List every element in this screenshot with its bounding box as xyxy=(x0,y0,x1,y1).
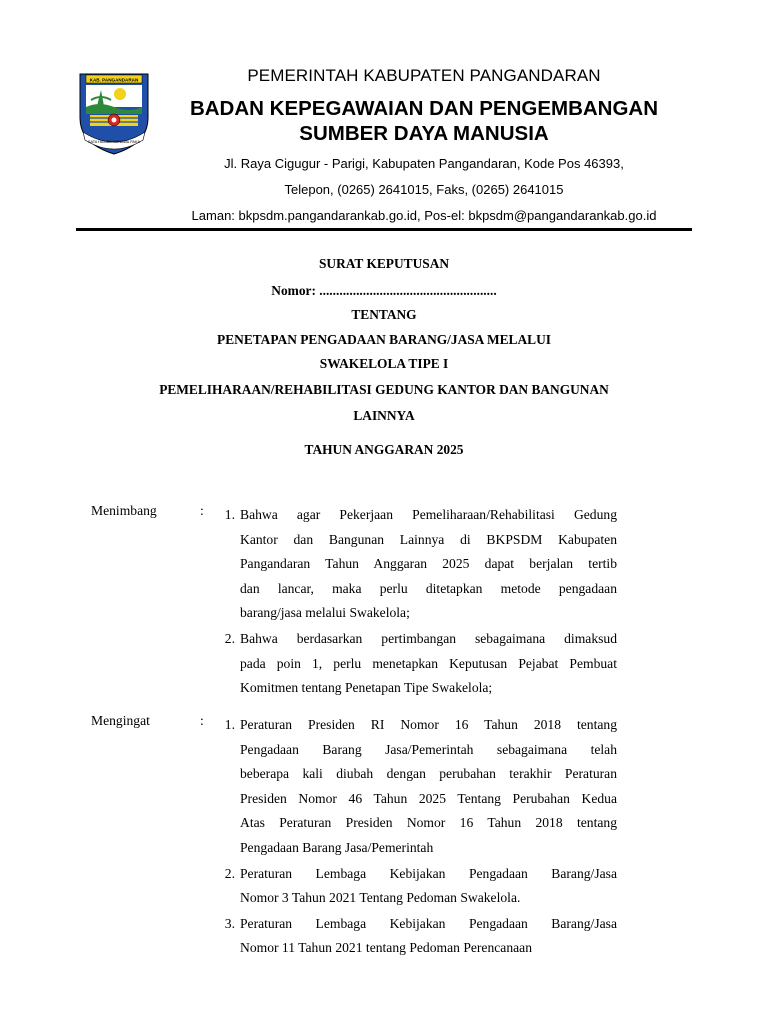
list-item-text-line: Nomor 11 Tahun 2021 tentang Pedoman Perencanaan xyxy=(240,940,532,956)
section-colon: : xyxy=(200,503,204,518)
title-about: TENTANG xyxy=(351,307,417,322)
list-item-text-line: Kantor dan Bangunan Lainnya di BKPSDM Kabupaten xyxy=(240,531,617,547)
logo-banner-top: KAB. PANGANDARAN xyxy=(89,77,139,83)
logo-banner-bottom: SATA HAMBA MANAWA PAKA xyxy=(87,140,141,144)
list-item-number: 2. xyxy=(224,630,235,646)
list-item-number: 1. xyxy=(224,717,235,732)
list-item-text-line: Pengadaan Barang Jasa/Pemerintah sebagaimana telah xyxy=(240,741,617,757)
section-colon: : xyxy=(200,713,204,728)
list-item xyxy=(213,862,617,911)
list-item-text-line: dan lancar, maka perlu ditetapkan metode pengadaan xyxy=(240,580,617,596)
agency-address: Jl. Raya Cigugur - Parigi, Kabupaten Pangandaran, Kode Pos 46393, xyxy=(224,156,624,171)
list-item-number: 3. xyxy=(224,915,235,931)
list-item-text-line: Peraturan Lembaga Kebijakan Pengadaan Barang/Jasa xyxy=(240,915,617,931)
agency-name-line-2: SUMBER DAYA MANUSIA xyxy=(299,122,549,145)
government-name: PEMERINTAH KABUPATEN PANGANDARAN xyxy=(247,66,601,85)
list-item-text-line: Bahwa agar Pekerjaan Pemeliharaan/Rehabilitasi Gedung xyxy=(240,507,617,522)
list-item-text-line: pada poin 1, perlu menetapkan Keputusan Pejabat Pembuat xyxy=(240,655,617,671)
title-subject-line-3: PEMELIHARAAN/REHABILITASI GEDUNG KANTOR DAN BANGUNAN xyxy=(159,382,609,397)
list-item-text-line: beberapa kali diubah dengan perubahan terakhir Peraturan xyxy=(240,766,617,782)
regency-coat-of-arms-icon xyxy=(77,70,151,156)
agency-web-email: Laman: bkpsdm.pangandarankab.go.id, Pos-el: bkpsdm@pangandarankab.go.id xyxy=(191,208,657,223)
legal-basis-list xyxy=(213,713,617,962)
list-item xyxy=(213,503,617,626)
title-subject-line-2: SWAKELOLA TIPE I xyxy=(319,356,449,371)
list-item xyxy=(213,713,617,861)
title-subject-line-1: PENETAPAN PENGADAAN BARANG/JASA MELALUI xyxy=(217,332,551,347)
document-type: SURAT KEPUTUSAN xyxy=(318,256,450,271)
section-label: Mengingat xyxy=(91,713,150,728)
agency-phone: Telepon, (0265) 2641015, Faks, (0265) 2641015 xyxy=(284,182,564,197)
list-item-text-line: Pengadaan Barang Jasa/Pemerintah xyxy=(240,839,434,855)
list-item-text-line: barang/jasa melalui Swakelola; xyxy=(240,605,410,621)
agency-name xyxy=(160,96,688,146)
title-fiscal-year: TAHUN ANGGARAN 2025 xyxy=(304,442,464,457)
letterhead-divider xyxy=(76,228,692,231)
list-item-text-line: Bahwa berdasarkan pertimbangan sebagaimana dimaksud xyxy=(240,630,617,646)
section-label: Menimbang xyxy=(91,503,157,518)
agency-name-line-1: BADAN KEPEGAWAIAN DAN PENGEMBANGAN xyxy=(189,97,659,120)
list-item-text-line: Pangandaran Tahun Anggaran 2025 dapat berjalan tertib xyxy=(240,556,617,572)
list-item-text-line: Nomor 3 Tahun 2021 Tentang Pedoman Swakelola. xyxy=(240,890,521,906)
list-item xyxy=(213,627,617,701)
list-item-text-line: Komitmen tentang Penetapan Tipe Swakelola; xyxy=(240,680,493,696)
list-item-number: 2. xyxy=(224,865,235,881)
list-item-text-line: Peraturan Lembaga Kebijakan Pengadaan Barang/Jasa xyxy=(240,865,617,881)
title-subject-line-4: LAINNYA xyxy=(353,408,415,423)
list-item-text-line: Presiden Nomor 46 Tahun 2025 Tentang Perubahan Kedua xyxy=(240,790,617,806)
considerations-list xyxy=(213,503,617,702)
list-item-text-line: Peraturan Presiden RI Nomor 16 Tahun 2018 tentang xyxy=(240,717,617,732)
list-item-number: 1. xyxy=(224,507,235,522)
list-item-text-line: Atas Peraturan Presiden Nomor 16 Tahun 2018 tentang xyxy=(240,815,617,831)
list-item xyxy=(213,912,617,961)
document-number: Nomor: ..................................................... xyxy=(271,283,497,298)
